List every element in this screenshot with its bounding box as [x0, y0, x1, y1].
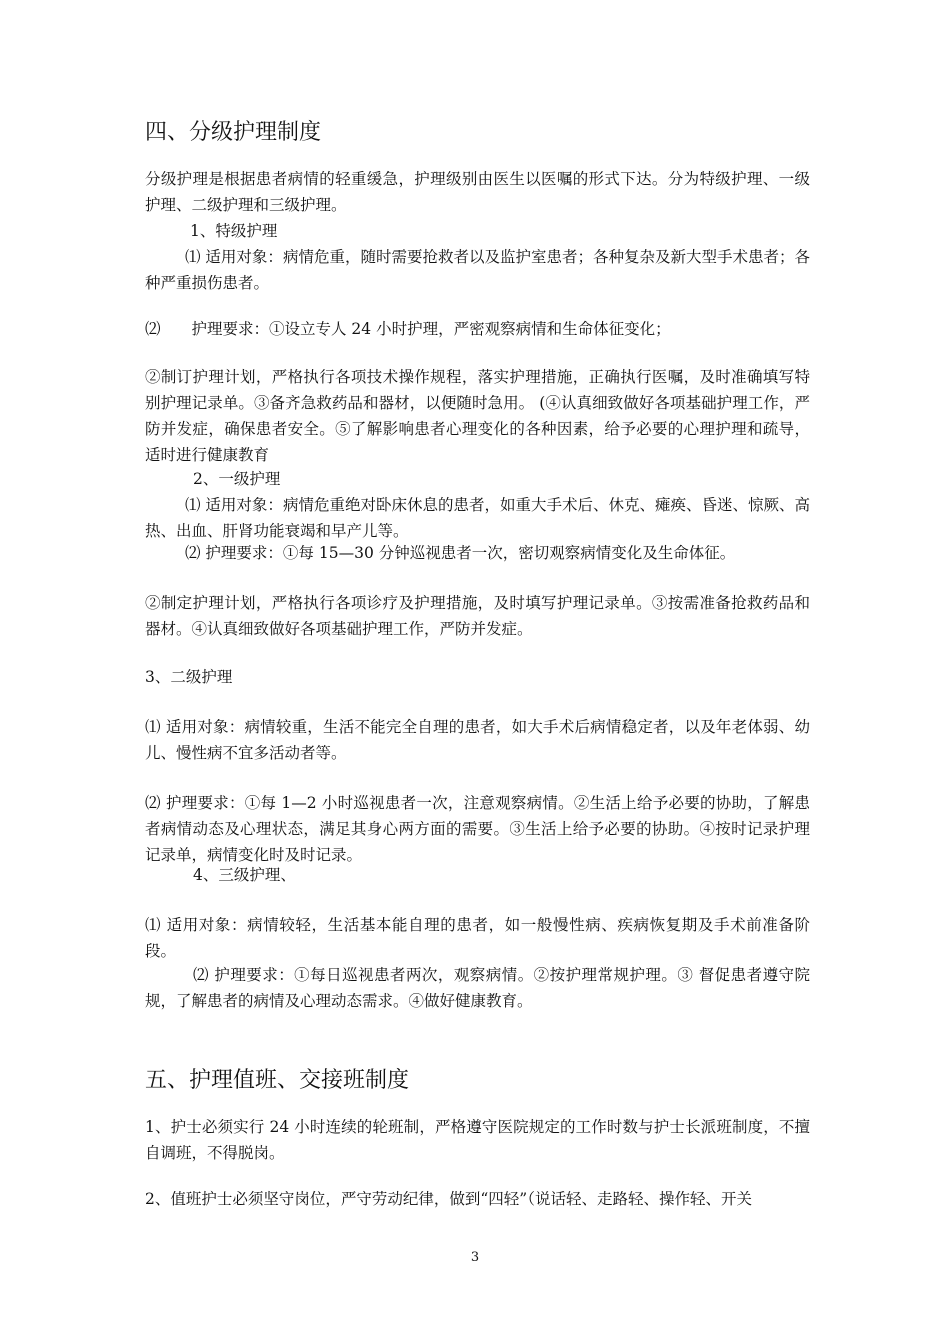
section-4-heading: 四、分级护理制度 — [145, 120, 322, 145]
level-3-care-target: ⑴ 适用对象：病情较轻，生活基本能自理的患者，如一般慢性病、疾病恢复期及手术前准备阶段。 — [145, 916, 810, 960]
section-5-heading: 五、护理值班、交接班制度 — [145, 1068, 410, 1093]
level-1-care-requirement-head: ⑵ 护理要求：①每 15—30 分钟巡视患者一次，密切观察病情变化及生命体征。 — [185, 544, 736, 562]
special-care-title: 1、特级护理 — [190, 222, 278, 240]
level-1-care-requirement-body: ②制定护理计划，严格执行各项诊疗及护理措施，及时填写护理记录单。③按需准备抢救药品和器材。④认真细致做好各项基础护理工作，严防并发症。 — [145, 594, 810, 638]
level-2-care-title: 3、二级护理 — [145, 668, 233, 686]
page-number: 3 — [470, 1250, 480, 1265]
section-5-item-1: 1、护士必须实行 24 小时连续的轮班制，严格遵守医院规定的工作时数与护士长派班制度，不擅自调班，不得脱岗。 — [145, 1118, 810, 1162]
special-care-requirement-body: ②制订护理计划，严格执行各项技术操作规程，落实护理措施，正确执行医嘱，及时准确填写特别护理记录单。③备齐急救药品和器材，以便随时急用。 (④认真细致做好各项基础护理工作，严防并发症，确保患者安全。⑤了解影响患者心理变化的各种因素，给予必要的心理护理和疏导，适时进行健康教育 — [145, 368, 810, 464]
section-4-intro: 分级护理是根据患者病情的轻重缓急，护理级别由医生以医嘱的形式下达。分为特级护理、一级护理、二级护理和三级护理。 — [145, 170, 810, 214]
level-2-care-target: ⑴ 适用对象：病情较重，生活不能完全自理的患者，如大手术后病情稳定者，以及年老体弱、幼儿、慢性病不宜多活动者等。 — [145, 718, 810, 762]
level-1-care-title: 2、一级护理 — [193, 470, 281, 488]
special-care-requirement-head: ⑵ 护理要求：①设立专人 24 小时护理，严密观察病情和生命体征变化； — [145, 320, 671, 338]
level-3-care-requirement: ⑵ 护理要求：①每日巡视患者两次，观察病情。②按护理常规护理。③ 督促患者遵守院规，了解患者的病情及心理动态需求。④做好健康教育。 — [145, 966, 810, 1010]
special-care-target: ⑴ 适用对象：病情危重，随时需要抢救者以及监护室患者；各种复杂及新大型手术患者；各种严重损伤患者。 — [145, 248, 810, 292]
level-2-care-requirement: ⑵ 护理要求：①每 1—2 小时巡视患者一次，注意观察病情。②生活上给予必要的协助，了解患者病情动态及心理状态，满足其身心两方面的需要。③生活上给予必要的协助。④按时记录护理记录单，病情变化时及时记录。 — [145, 794, 810, 864]
section-5-item-2: 2、值班护士必须坚守岗位，严守劳动纪律，做到“四轻”（说话轻、走路轻、操作轻、开关 — [145, 1190, 752, 1208]
level-1-care-target: ⑴ 适用对象：病情危重绝对卧床休息的患者，如重大手术后、休克、瘫痪、昏迷、惊厥、高热、出血、肝肾功能衰竭和早产儿等。 — [145, 496, 810, 540]
level-3-care-title: 4、三级护理、 — [193, 866, 296, 884]
